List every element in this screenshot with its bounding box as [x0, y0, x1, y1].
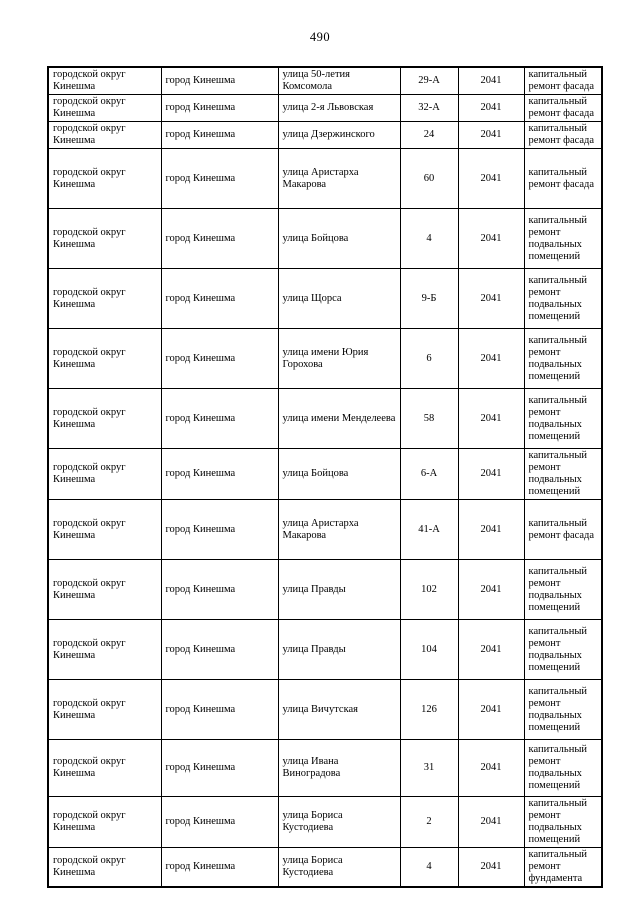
cell-city: город Кинешма: [161, 149, 278, 209]
cell-district: городской округ Кинешма: [48, 122, 161, 149]
cell-house-number: 9-Б: [400, 269, 458, 329]
cell-repair-type: капитальный ремонт подвальных помещений: [524, 449, 602, 500]
cell-city: город Кинешма: [161, 67, 278, 95]
cell-year: 2041: [458, 269, 524, 329]
cell-district: городской округ Кинешма: [48, 680, 161, 740]
repairs-table: [47, 66, 603, 888]
cell-house-number: 6-А: [400, 449, 458, 500]
cell-district: городской округ Кинешма: [48, 209, 161, 269]
cell-city: город Кинешма: [161, 680, 278, 740]
cell-repair-type: капитальный ремонт фундамента: [524, 848, 602, 888]
cell-street: улица Правды: [278, 560, 400, 620]
cell-year: 2041: [458, 560, 524, 620]
cell-repair-type: капитальный ремонт подвальных помещений: [524, 389, 602, 449]
cell-city: город Кинешма: [161, 122, 278, 149]
cell-repair-type: капитальный ремонт фасада: [524, 95, 602, 122]
table-row: [48, 389, 602, 449]
cell-year: 2041: [458, 680, 524, 740]
cell-year: 2041: [458, 95, 524, 122]
cell-house-number: 41-А: [400, 500, 458, 560]
cell-street: улица 2-я Львовская: [278, 95, 400, 122]
cell-street: улица Бойцова: [278, 449, 400, 500]
cell-repair-type: капитальный ремонт фасада: [524, 500, 602, 560]
table-row: [48, 449, 602, 500]
table-row: [48, 560, 602, 620]
cell-house-number: 6: [400, 329, 458, 389]
cell-city: город Кинешма: [161, 620, 278, 680]
cell-city: город Кинешма: [161, 209, 278, 269]
cell-house-number: 4: [400, 209, 458, 269]
cell-district: городской округ Кинешма: [48, 67, 161, 95]
cell-house-number: 58: [400, 389, 458, 449]
cell-repair-type: капитальный ремонт подвальных помещений: [524, 560, 602, 620]
cell-house-number: 24: [400, 122, 458, 149]
cell-street: улица Правды: [278, 620, 400, 680]
table-row: [48, 122, 602, 149]
cell-district: городской округ Кинешма: [48, 389, 161, 449]
cell-street: улица Аристарха Макарова: [278, 149, 400, 209]
cell-year: 2041: [458, 389, 524, 449]
cell-repair-type: капитальный ремонт подвальных помещений: [524, 740, 602, 797]
cell-district: городской округ Кинешма: [48, 797, 161, 848]
cell-house-number: 29-А: [400, 67, 458, 95]
cell-repair-type: капитальный ремонт подвальных помещений: [524, 329, 602, 389]
table-body: [48, 67, 602, 887]
table-row: [48, 149, 602, 209]
cell-year: 2041: [458, 122, 524, 149]
cell-repair-type: капитальный ремонт подвальных помещений: [524, 680, 602, 740]
cell-year: 2041: [458, 848, 524, 888]
cell-district: городской округ Кинешма: [48, 740, 161, 797]
cell-street: улица Вичутская: [278, 680, 400, 740]
cell-street: улица 50-летия Комсомола: [278, 67, 400, 95]
cell-street: улица Бориса Кустодиева: [278, 797, 400, 848]
cell-street: улица Щорса: [278, 269, 400, 329]
cell-house-number: 32-А: [400, 95, 458, 122]
table-row: [48, 848, 602, 888]
table-row: [48, 95, 602, 122]
cell-house-number: 4: [400, 848, 458, 888]
cell-repair-type: капитальный ремонт подвальных помещений: [524, 797, 602, 848]
cell-district: городской округ Кинешма: [48, 620, 161, 680]
cell-district: городской округ Кинешма: [48, 329, 161, 389]
cell-house-number: 2: [400, 797, 458, 848]
cell-city: город Кинешма: [161, 449, 278, 500]
cell-repair-type: капитальный ремонт фасада: [524, 149, 602, 209]
cell-city: город Кинешма: [161, 500, 278, 560]
cell-repair-type: капитальный ремонт фасада: [524, 122, 602, 149]
cell-year: 2041: [458, 149, 524, 209]
cell-district: городской округ Кинешма: [48, 500, 161, 560]
cell-street: улица Ивана Виноградова: [278, 740, 400, 797]
cell-city: город Кинешма: [161, 740, 278, 797]
cell-repair-type: капитальный ремонт подвальных помещений: [524, 269, 602, 329]
cell-city: город Кинешма: [161, 797, 278, 848]
cell-repair-type: капитальный ремонт подвальных помещений: [524, 209, 602, 269]
cell-repair-type: капитальный ремонт фасада: [524, 67, 602, 95]
cell-year: 2041: [458, 67, 524, 95]
cell-street: улица Бойцова: [278, 209, 400, 269]
cell-year: 2041: [458, 620, 524, 680]
cell-district: городской округ Кинешма: [48, 149, 161, 209]
page-number: 490: [309, 30, 331, 44]
cell-district: городской округ Кинешма: [48, 848, 161, 888]
cell-street: улица Дзержинского: [278, 122, 400, 149]
cell-year: 2041: [458, 500, 524, 560]
cell-house-number: 104: [400, 620, 458, 680]
table-row: [48, 680, 602, 740]
cell-district: городской округ Кинешма: [48, 95, 161, 122]
table-row: [48, 329, 602, 389]
cell-city: город Кинешма: [161, 95, 278, 122]
cell-city: город Кинешма: [161, 389, 278, 449]
cell-district: городской округ Кинешма: [48, 269, 161, 329]
table-row: [48, 620, 602, 680]
cell-house-number: 31: [400, 740, 458, 797]
cell-city: город Кинешма: [161, 560, 278, 620]
table-row: [48, 209, 602, 269]
table-row: [48, 500, 602, 560]
cell-street: улица Аристарха Макарова: [278, 500, 400, 560]
cell-city: город Кинешма: [161, 269, 278, 329]
cell-repair-type: капитальный ремонт подвальных помещений: [524, 620, 602, 680]
table-row: [48, 797, 602, 848]
cell-street: улица имени Юрия Горохова: [278, 329, 400, 389]
cell-year: 2041: [458, 797, 524, 848]
cell-city: город Кинешма: [161, 329, 278, 389]
cell-year: 2041: [458, 329, 524, 389]
cell-house-number: 126: [400, 680, 458, 740]
cell-house-number: 60: [400, 149, 458, 209]
cell-street: улица имени Менделеева: [278, 389, 400, 449]
table-row: [48, 269, 602, 329]
cell-house-number: 102: [400, 560, 458, 620]
cell-district: городской округ Кинешма: [48, 560, 161, 620]
cell-district: городской округ Кинешма: [48, 449, 161, 500]
table-row: [48, 740, 602, 797]
cell-year: 2041: [458, 209, 524, 269]
table-row: [48, 67, 602, 95]
cell-city: город Кинешма: [161, 848, 278, 888]
cell-year: 2041: [458, 449, 524, 500]
cell-street: улица Бориса Кустодиева: [278, 848, 400, 888]
cell-year: 2041: [458, 740, 524, 797]
